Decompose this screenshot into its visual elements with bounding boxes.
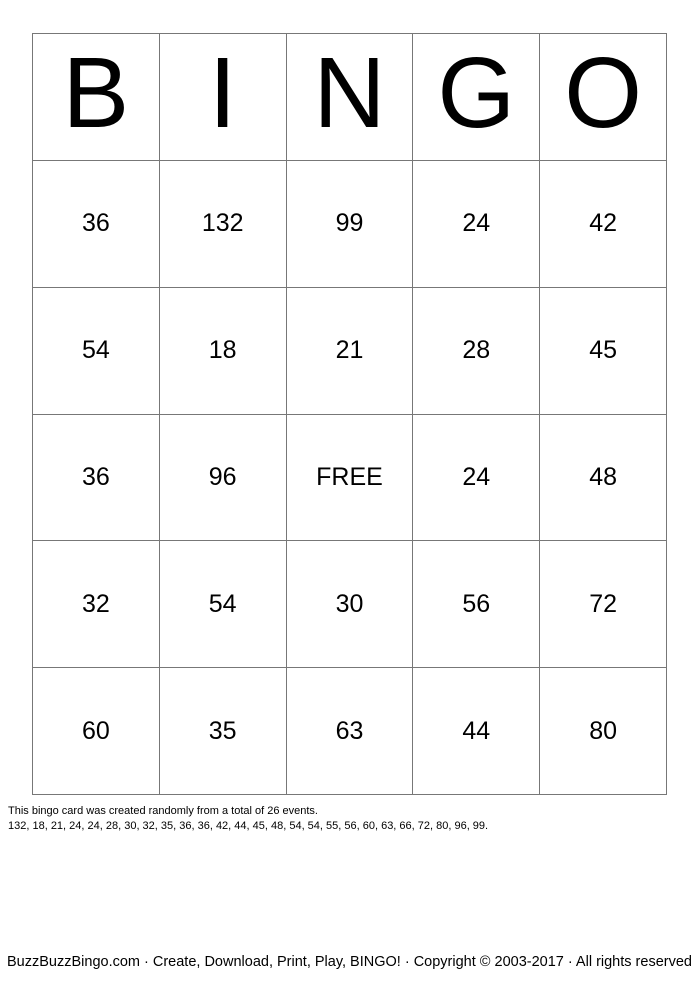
bingo-cell: 54	[160, 541, 287, 668]
card-events-list-line: 132, 18, 21, 24, 24, 28, 30, 32, 35, 36, 36, 42, 44, 45, 48, 54, 54, 55, 56, 60, 63, 66, 72, 80, 96, 99.	[8, 820, 489, 832]
bingo-cell: 99	[287, 161, 414, 288]
bingo-cell: 35	[160, 668, 287, 795]
site-credit-line: BuzzBuzzBingo.com · Create, Download, Print, Play, BINGO! · Copyright © 2003-2017 · All rights reserved	[7, 954, 692, 970]
bingo-cell: 18	[160, 288, 287, 415]
bingo-cell: 45	[540, 288, 667, 415]
bingo-cell: 42	[540, 161, 667, 288]
bingo-cell: 48	[540, 415, 667, 542]
card-generation-note	[8, 804, 488, 834]
bingo-cell: 44	[413, 668, 540, 795]
header-letter-b: B	[33, 34, 160, 161]
bingo-cell: 60	[33, 668, 160, 795]
bingo-cell: 63	[287, 668, 414, 795]
bingo-card-grid	[32, 33, 667, 795]
bingo-cell: 72	[540, 541, 667, 668]
card-generation-info-line: This bingo card was created randomly from a total of 26 events.	[8, 805, 318, 817]
bingo-cell: 32	[33, 541, 160, 668]
bingo-cell: 54	[33, 288, 160, 415]
free-cell: FREE	[287, 415, 414, 542]
bingo-cell: 24	[413, 161, 540, 288]
bingo-cell: 24	[413, 415, 540, 542]
bingo-cell: 36	[33, 161, 160, 288]
bingo-cell: 36	[33, 415, 160, 542]
bingo-cell: 28	[413, 288, 540, 415]
header-letter-i: I	[160, 34, 287, 161]
header-letter-g: G	[413, 34, 540, 161]
bingo-cell: 56	[413, 541, 540, 668]
header-letter-n: N	[287, 34, 414, 161]
header-letter-o: O	[540, 34, 667, 161]
bingo-cell: 30	[287, 541, 414, 668]
bingo-cell: 132	[160, 161, 287, 288]
bingo-cell: 80	[540, 668, 667, 795]
bingo-cell: 21	[287, 288, 414, 415]
bingo-cell: 96	[160, 415, 287, 542]
